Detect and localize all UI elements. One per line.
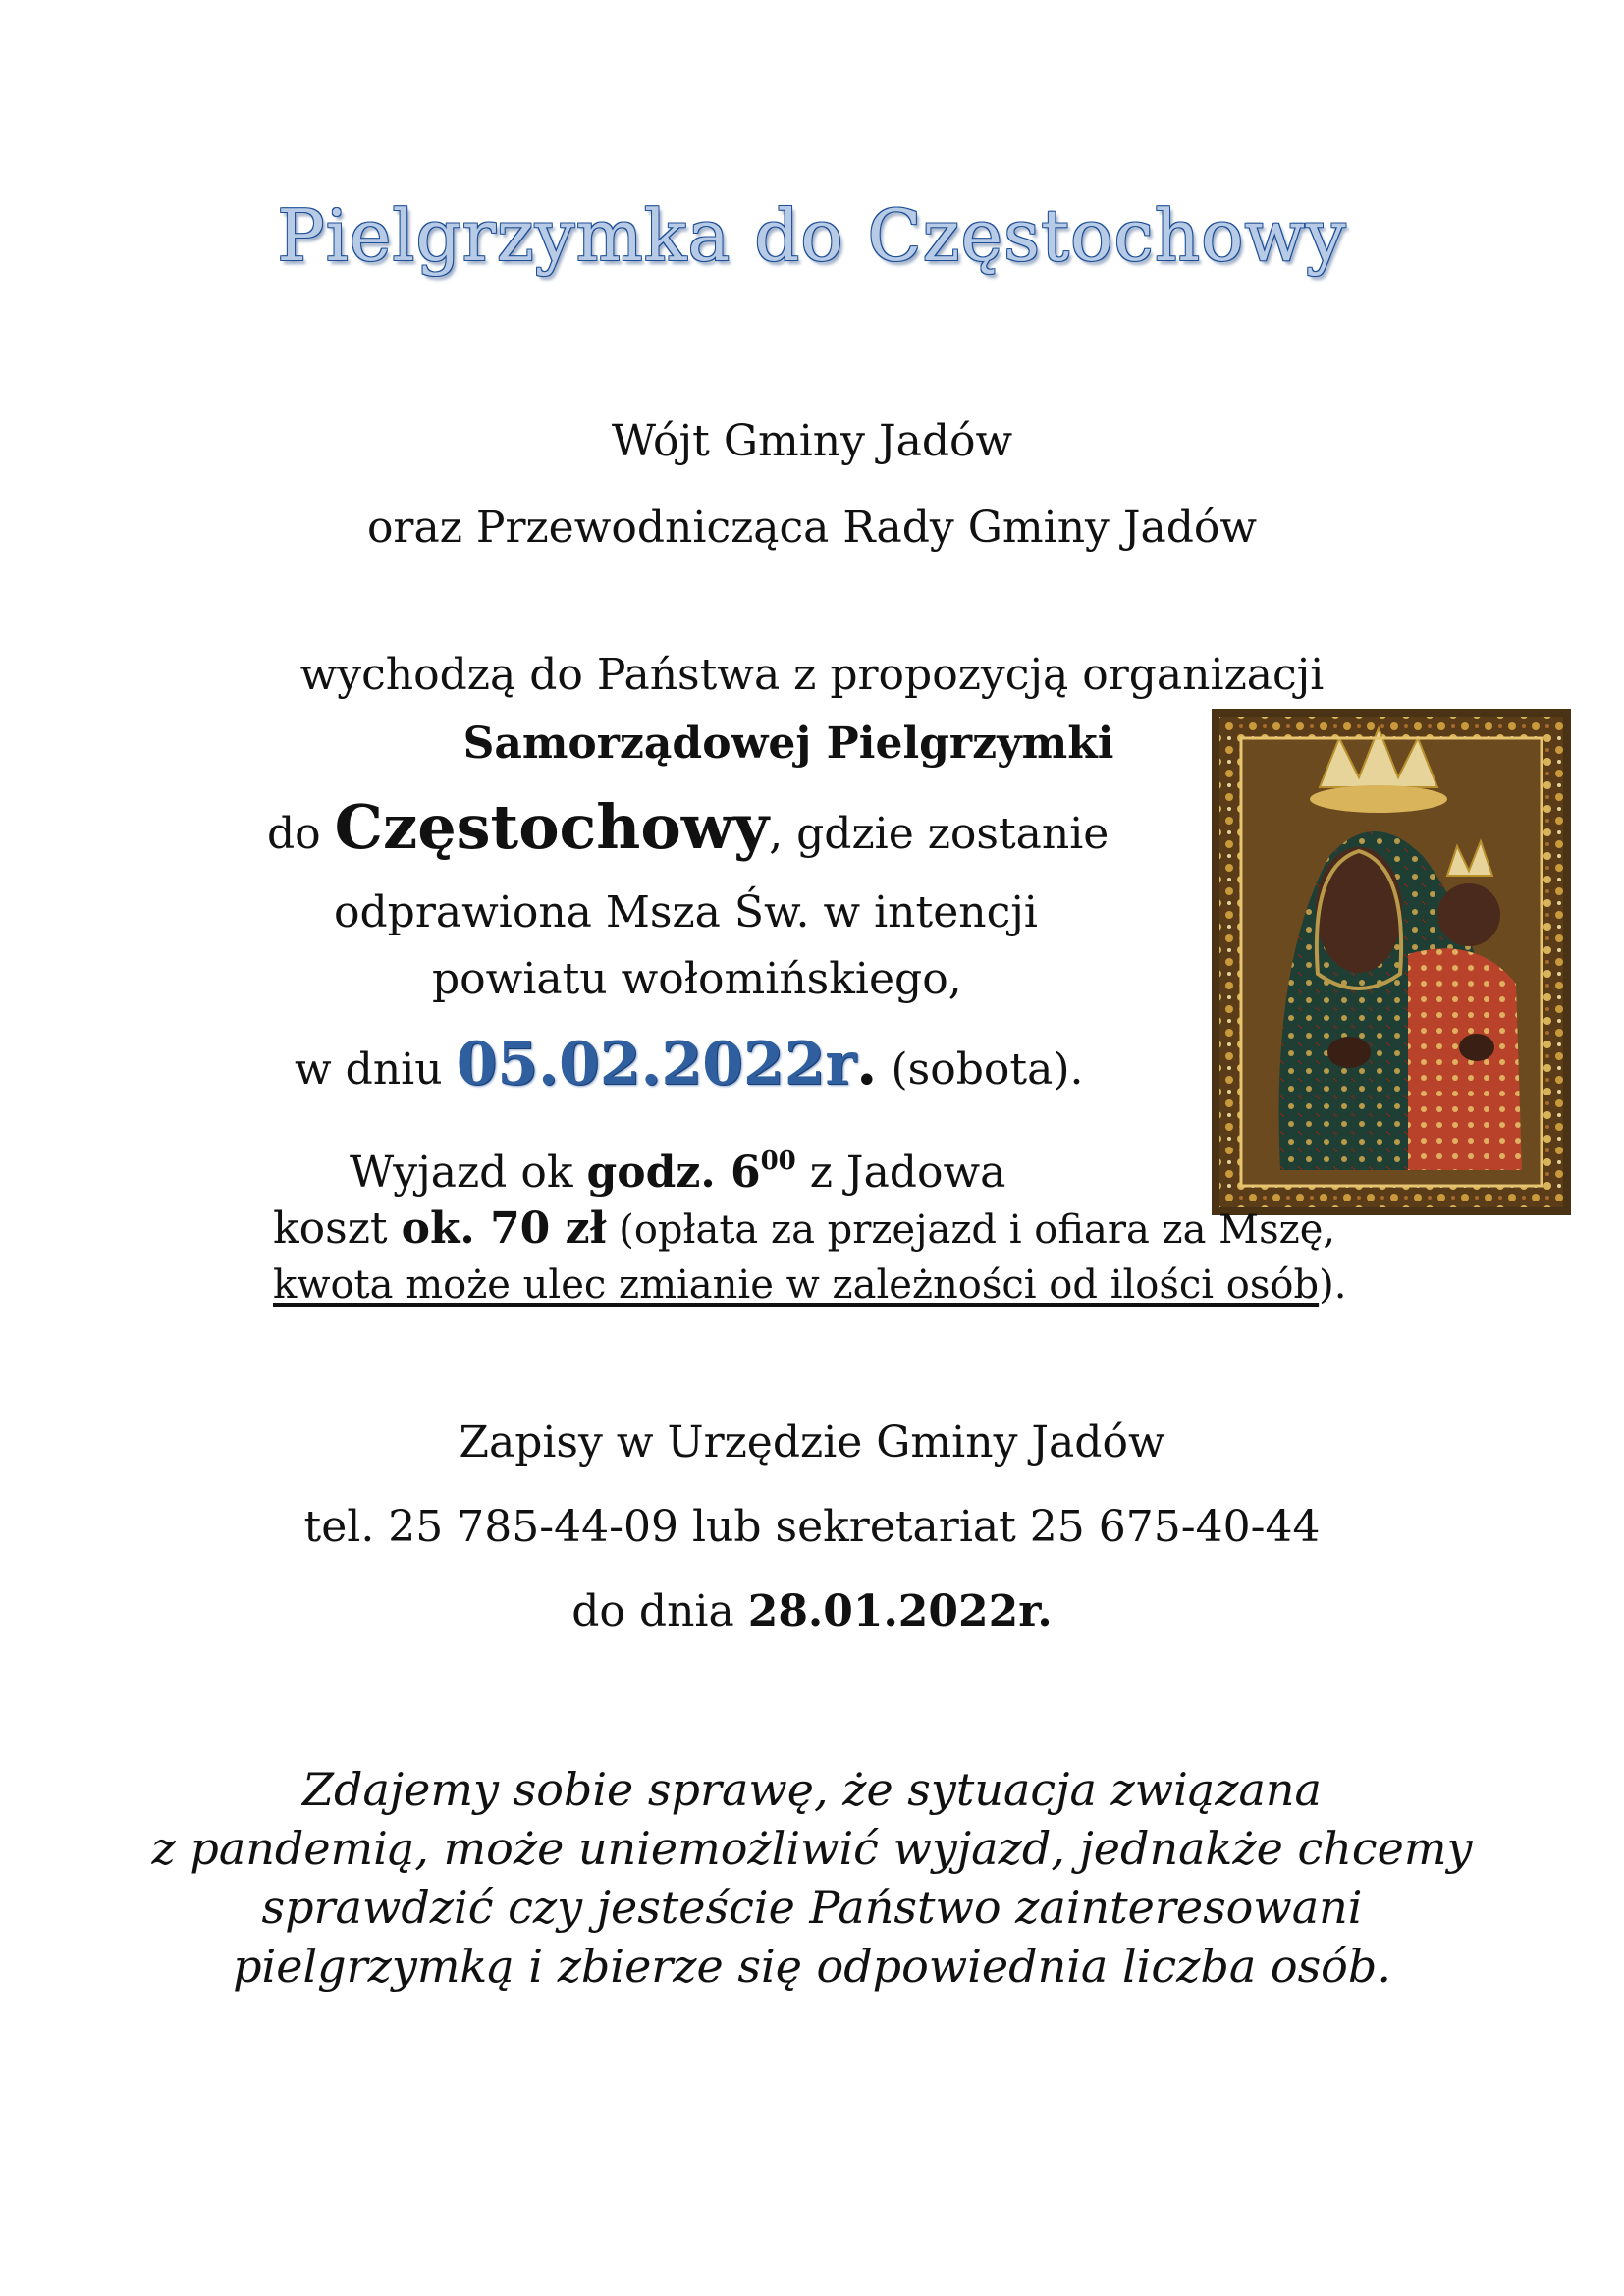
closing-line-1: Zdajemy sobie sprawę, że sytuacja związana	[302, 1763, 1322, 1816]
closing-line-2: z pandemią, może uniemożliwić wyjazd, jednakże chcemy	[151, 1822, 1473, 1875]
cost-value: ok. 70 zł	[401, 1203, 607, 1254]
closing-line-4: pielgrzymką i zbierze się odpowiednia liczba osób.	[233, 1940, 1391, 1993]
cost-note-line	[273, 1262, 1346, 1308]
registration-phones: tel. 25 785-44-09 lub sekretariat 25 675-40-44	[303, 1502, 1321, 1552]
date-suffix: (sobota).	[877, 1044, 1084, 1095]
invitation-line-5: powiatu wołomińskiego,	[432, 954, 962, 1004]
invitation-line-4: odprawiona Msza Św. w intencji	[334, 887, 1038, 937]
black-madonna-icon	[1212, 709, 1571, 1215]
destination-suffix: , gdzie zostanie	[769, 809, 1110, 859]
registration-deadline	[0, 1586, 1624, 1636]
departure-suffix: z Jadowa	[795, 1148, 1006, 1198]
deadline-date: 28.01.2022r.	[747, 1586, 1053, 1636]
destination-line	[267, 791, 1109, 863]
deadline-prefix: do dnia	[571, 1586, 748, 1636]
departure-time-minutes: 00	[760, 1147, 796, 1176]
hosts-line-2: oraz Przewodnicząca Rady Gminy Jadów	[366, 503, 1258, 553]
departure-line	[350, 1147, 1005, 1198]
departure-prefix: Wyjazd ok	[350, 1148, 587, 1198]
event-date-dot: .	[855, 1027, 878, 1098]
cost-note-underlined: kwota może ulec zmianie w zależności od ilości osób	[273, 1262, 1320, 1308]
departure-time: godz. 6	[586, 1148, 761, 1198]
closing-line-3: sprawdzić czy jesteście Państwo zainteresowani	[261, 1881, 1363, 1934]
event-name-text: Samorządowej Pielgrzymki	[462, 719, 1114, 769]
cost-note: (opłata za przejazd i ofiara za Mszę,	[606, 1207, 1336, 1253]
event-date: 05.02.2022r	[456, 1030, 856, 1098]
cost-line	[273, 1203, 1335, 1254]
black-madonna-icon-graphic	[1212, 709, 1571, 1215]
date-line	[295, 1027, 1083, 1098]
invitation-line-1: wychodzą do Państwa z propozycją organizacji	[299, 650, 1325, 700]
destination-prefix: do	[267, 809, 335, 859]
page-title: Pielgrzymka do Częstochowy	[277, 194, 1347, 277]
registration-line-1: Zapisy w Urzędzie Gminy Jadów	[459, 1417, 1165, 1468]
event-name	[401, 719, 1176, 769]
cost-prefix: koszt	[273, 1203, 402, 1254]
destination-name: Częstochowy	[334, 791, 770, 863]
hosts-line-1: Wójt Gminy Jadów	[611, 416, 1013, 466]
cost-note-end: ).	[1319, 1262, 1347, 1308]
date-prefix: w dniu	[295, 1044, 457, 1095]
